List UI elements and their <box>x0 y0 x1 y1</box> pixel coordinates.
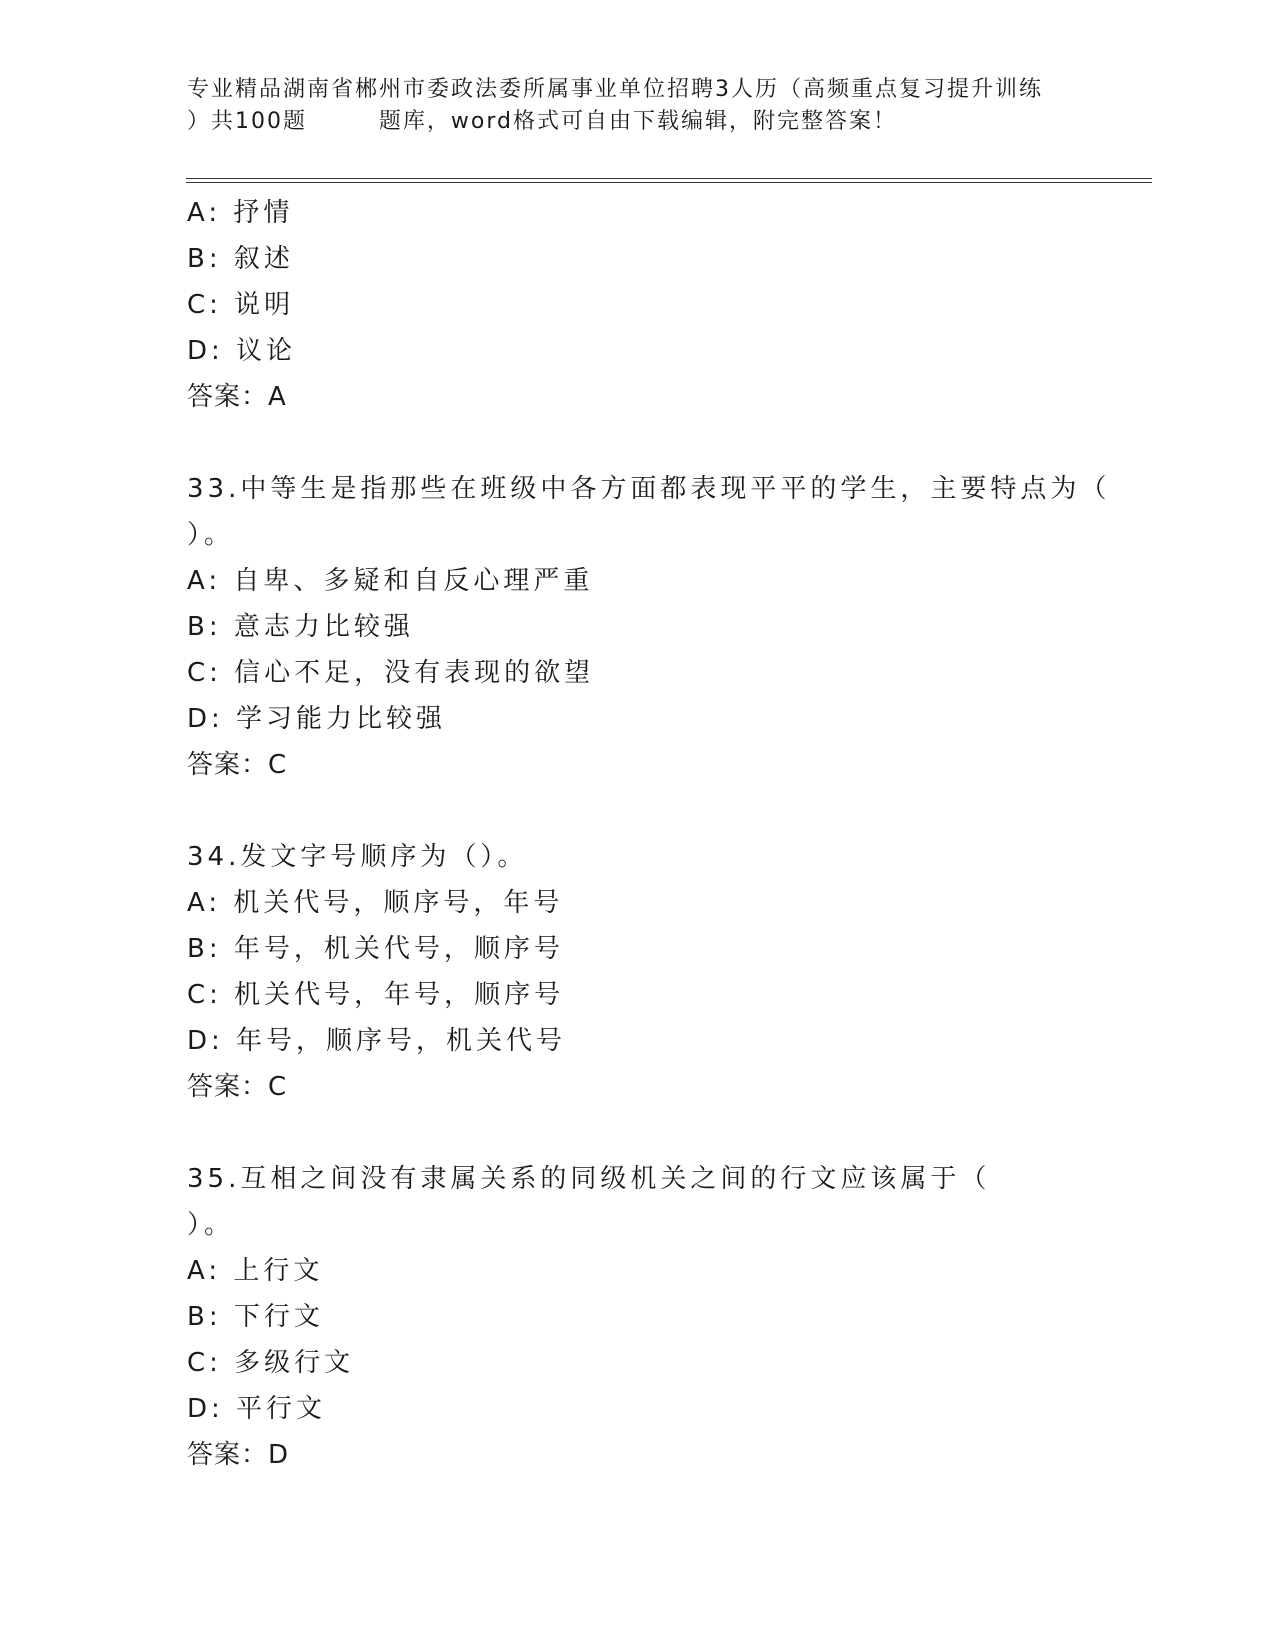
option-d: D: 年号，顺序号，机关代号 <box>187 1026 567 1056</box>
option-d: D: 平行文 <box>187 1394 327 1424</box>
question-stem: ）。 <box>187 1210 235 1240</box>
question-block <box>187 1156 1087 1478</box>
question-stem: 34.发文字号顺序为（）。 <box>187 842 528 872</box>
header-line: 专业精品湖南省郴州市委政法委所属事业单位招聘3人历（高频重点复习提升训练 <box>187 77 1043 102</box>
answer-line: 答案：A <box>187 382 287 412</box>
option-d: D: 议论 <box>187 336 297 366</box>
option-a: A: 机关代号，顺序号，年号 <box>187 888 564 918</box>
option-b: B: 下行文 <box>187 1302 324 1332</box>
option-c: C: 机关代号，年号，顺序号 <box>187 980 565 1010</box>
option-c: C: 多级行文 <box>187 1348 355 1378</box>
question-block <box>187 834 1087 1110</box>
option-a: A: 自卑、多疑和自反心理严重 <box>187 566 594 596</box>
option-b: B: 意志力比较强 <box>187 612 414 642</box>
option-a: A: 抒情 <box>187 198 294 228</box>
answer-line: 答案：D <box>187 1440 290 1470</box>
question-stem: 33.中等生是指那些在班级中各方面都表现平平的学生，主要特点为（ <box>187 474 1111 504</box>
question-stem: 35.互相之间没有隶属关系的同级机关之间的行文应该属于（ <box>187 1164 991 1194</box>
option-d: D: 学习能力比较强 <box>187 704 447 734</box>
question-list <box>187 190 1111 1478</box>
question-block <box>187 190 1087 420</box>
option-b: B: 年号，机关代号，顺序号 <box>187 934 564 964</box>
question-stem: ）。 <box>187 520 235 550</box>
option-a: A: 上行文 <box>187 1256 324 1286</box>
option-c: C: 说明 <box>187 290 295 320</box>
question-block <box>187 466 1111 788</box>
document-header <box>187 74 1087 138</box>
answer-line: 答案：C <box>187 1072 288 1102</box>
header-rule <box>186 178 1152 183</box>
option-c: C: 信心不足，没有表现的欲望 <box>187 658 595 688</box>
option-b: B: 叙述 <box>187 244 294 274</box>
header-line: ）共100题 题库，word格式可自由下载编辑，附完整答案！ <box>187 109 898 134</box>
answer-line: 答案：C <box>187 750 288 780</box>
